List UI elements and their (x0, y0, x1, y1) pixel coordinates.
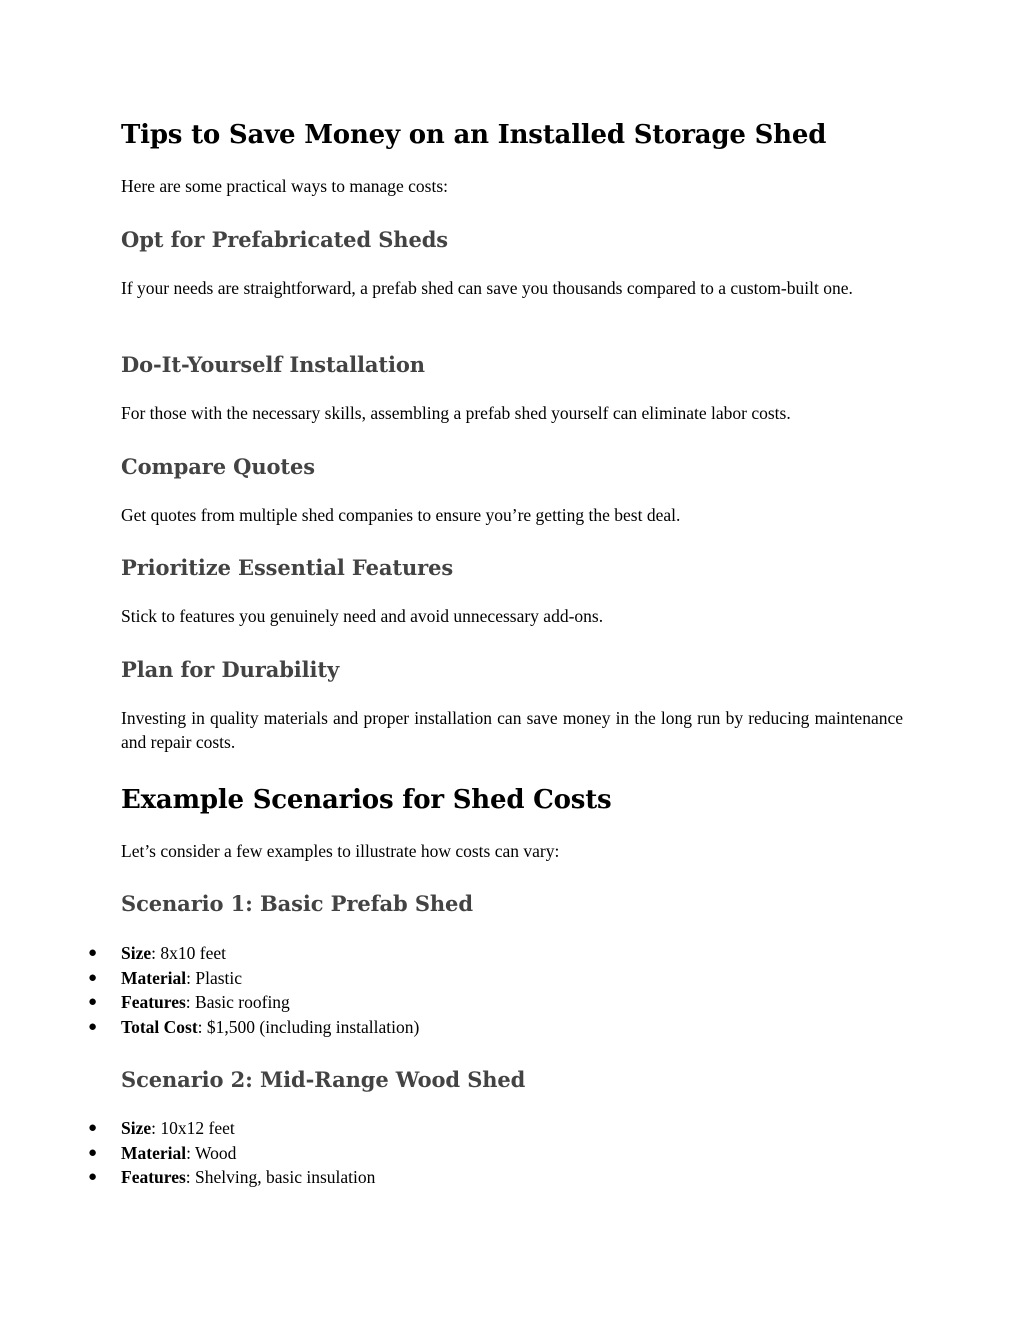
bullet-label: Material (121, 1142, 187, 1163)
bullet-glyph: ● (88, 994, 98, 1010)
tips-intro: Here are some practical ways to manage costs: (121, 176, 449, 196)
list-item (61, 1015, 419, 1040)
tip-text-prefab: If your needs are straightforward, a prefab shed can save you thousands compared to a custom-built one. (121, 278, 853, 298)
tip-text-durability: Investing in quality materials and proper installation can save money in the long run by reducing maintenance and repair costs. (121, 708, 903, 752)
scenarios-title: Example Scenarios for Shed Costs (121, 785, 612, 815)
bullet-value: : 8x10 feet (151, 943, 226, 963)
tip-text-diy: For those with the necessary skills, assembling a prefab shed yourself can eliminate labor costs. (121, 403, 791, 423)
tips-title: Tips to Save Money on an Installed Storage Shed (121, 120, 827, 150)
bullet-value: : Shelving, basic insulation (185, 1167, 376, 1187)
list-item (61, 990, 419, 1015)
bullet-label: Features (121, 992, 186, 1012)
tip-heading-features: Prioritize Essential Features (121, 555, 454, 580)
tip-text-features: Stick to features you genuinely need and avoid unnecessary add-ons. (121, 606, 604, 626)
scenario-2-list (61, 1116, 375, 1190)
tip-text-quotes: Get quotes from multiple shed companies to ensure you’re getting the best deal. (121, 505, 681, 525)
bullet-label: Size (121, 1118, 152, 1138)
list-item (61, 1165, 375, 1190)
bullet-glyph: ● (88, 945, 98, 961)
scenario-2-heading: Scenario 2: Mid-Range Wood Shed (121, 1067, 526, 1092)
bullet-glyph: ● (88, 1144, 98, 1161)
list-item (61, 1141, 375, 1166)
bullet-label: Features (121, 1167, 186, 1187)
scenario-1-heading: Scenario 1: Basic Prefab Shed (121, 891, 473, 916)
bullet-glyph: ● (88, 1120, 98, 1136)
scenarios-intro: Let’s consider a few examples to illustrate how costs can vary: (121, 841, 560, 861)
bullet-value: : 10x12 feet (151, 1118, 235, 1138)
bullet-label: Size (121, 943, 152, 963)
bullet-value: : Wood (186, 1142, 237, 1163)
bullet-label: Material (121, 967, 187, 988)
bullet-glyph: ● (88, 969, 98, 986)
bullet-glyph: ● (88, 1018, 98, 1035)
list-item (61, 1116, 375, 1141)
list-item (61, 966, 419, 991)
bullet-label: Total Cost (121, 1016, 198, 1037)
bullet-value: : Basic roofing (185, 992, 290, 1012)
scenario-1-list (61, 941, 419, 1039)
tip-heading-diy: Do-It-Yourself Installation (121, 352, 425, 377)
bullet-value: : $1,500 (including installation) (197, 1016, 420, 1037)
bullet-glyph: ● (88, 1169, 98, 1185)
tip-heading-durability: Plan for Durability (121, 657, 340, 682)
list-item (61, 941, 419, 966)
tip-heading-prefab: Opt for Prefabricated Sheds (121, 227, 449, 252)
tip-heading-quotes: Compare Quotes (121, 454, 316, 479)
bullet-value: : Plastic (186, 967, 243, 988)
